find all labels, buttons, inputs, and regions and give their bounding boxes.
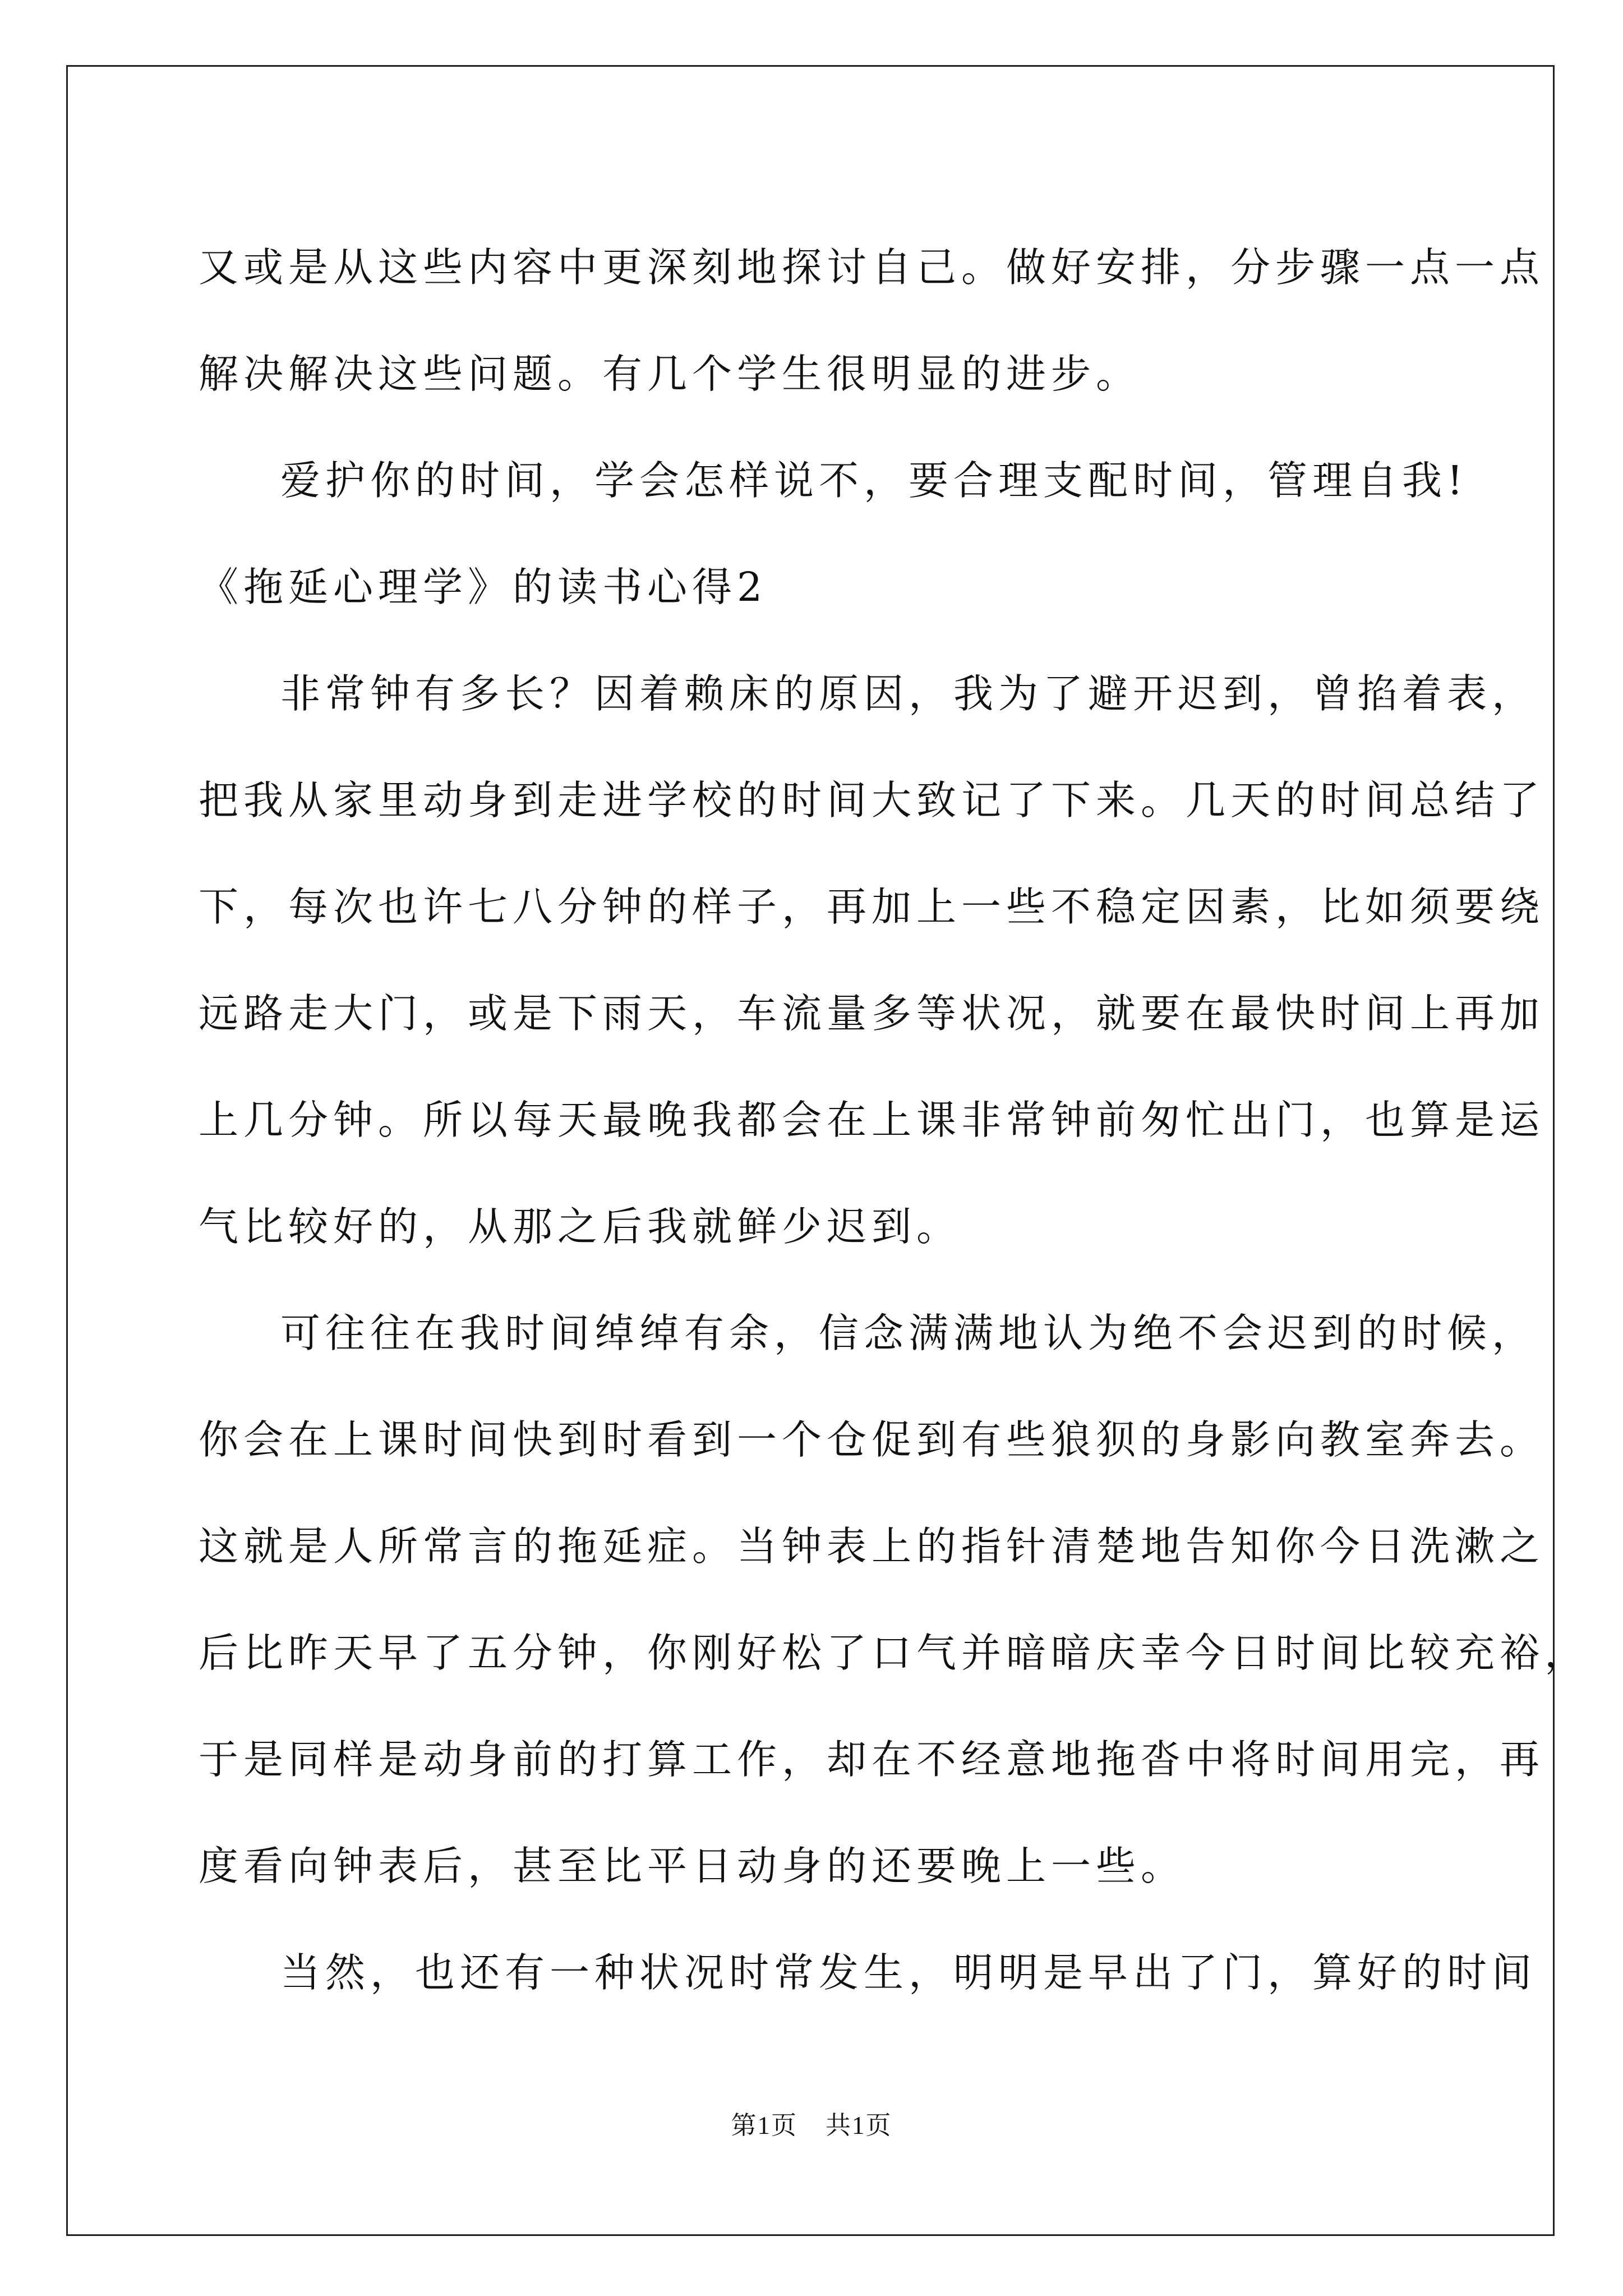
text-line: 这就是人所常言的拖延症。当钟表上的指针清楚地告知你今日洗漱之 (199, 1523, 1545, 1570)
page-number-total: 共1页 (826, 2111, 892, 2139)
document-body (199, 214, 1590, 2026)
page-footer (0, 2105, 1623, 2141)
text-line: 度看向钟表后，甚至比平日动身的还要晚上一些。 (199, 1843, 1186, 1889)
page-number-current: 第1页 (731, 2111, 797, 2139)
text-line: 远路走大门，或是下雨天，车流量多等状况，就要在最快时间上再加 (199, 990, 1545, 1037)
text-line: 非常钟有多长？因着赖床的原因，我为了避开迟到，曾掐着表， (280, 670, 1537, 717)
section-heading: 《拖延心理学》的读书心得2 (199, 564, 768, 610)
text-line: 可往往在我时间绰绰有余，信念满满地认为绝不会迟到的时候， (280, 1310, 1537, 1356)
text-line: 把我从家里动身到走进学校的时间大致记了下来。几天的时间总结了 (199, 777, 1545, 823)
text-line: 你会在上课时间快到时看到一个仓促到有些狼狈的身影向教室奔去。 (199, 1416, 1545, 1463)
text-line: 爱护你的时间，学会怎样说不，要合理支配时间，管理自我! (280, 457, 1468, 504)
text-line: 后比昨天早了五分钟，你刚好松了口气并暗暗庆幸今日时间比较充裕， (199, 1630, 1590, 1676)
text-line: 解决解决这些问题。有几个学生很明显的进步。 (199, 351, 1141, 397)
text-line: 气比较好的，从那之后我就鲜少迟到。 (199, 1203, 962, 1250)
text-line: 于是同样是动身前的打算工作，却在不经意地拖沓中将时间用完，再 (199, 1736, 1545, 1783)
text-line: 下，每次也许七八分钟的样子，再加上一些不稳定因素，比如须要绕 (199, 884, 1545, 930)
text-line: 当然，也还有一种状况时常发生，明明是早出了门，算好的时间 (280, 1949, 1537, 1996)
text-line: 又或是从这些内容中更深刻地探讨自己。做好安排，分步骤一点一点 (199, 244, 1545, 291)
text-line: 上几分钟。所以每天最晚我都会在上课非常钟前匆忙出门，也算是运 (199, 1097, 1545, 1143)
